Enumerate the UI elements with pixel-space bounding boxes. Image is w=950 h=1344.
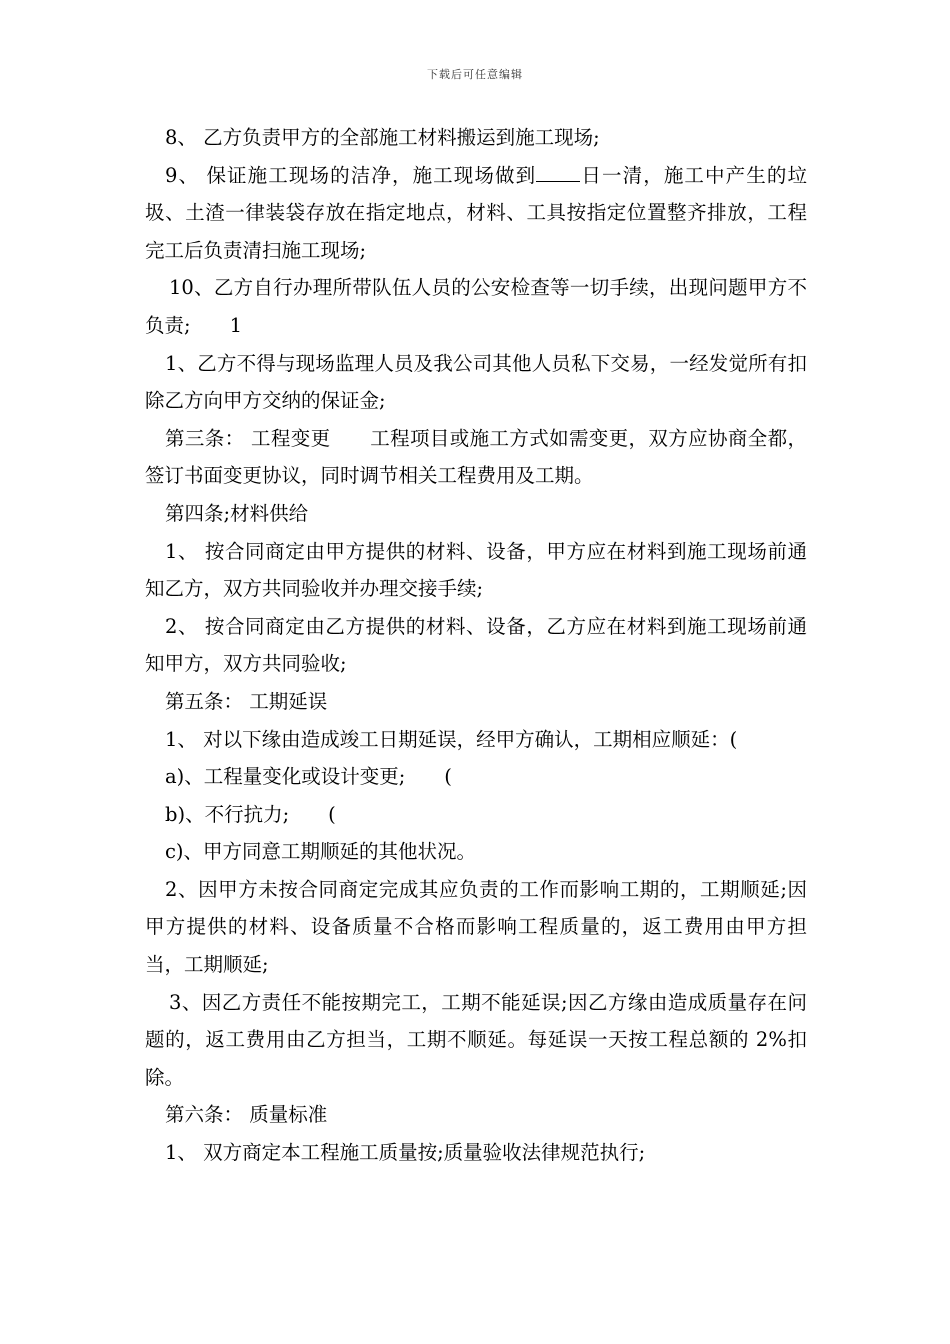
article-5-item-2: 2、因甲方未按合同商定完成其应负责的工作而影响工期的，工期顺延;因甲方提供的材料、设备质量不合格而影响工程质量的，返工费用由甲方担当，工期顺延; bbox=[145, 877, 807, 977]
clause-10: 10、乙方自行办理所带队伍人员的公安检查等一切手续，出现问题甲方不负责; 1 bbox=[145, 276, 807, 337]
document-body bbox=[145, 119, 807, 1172]
clause-9-text-start: 9、 保证施工现场的洁净，施工现场做到 bbox=[165, 163, 537, 187]
article-4-item-2: 2、 按合同商定由乙方提供的材料、设备，乙方应在材料到施工现场前通知甲方，双方共同验收; bbox=[145, 614, 807, 676]
article-4-item-1: 1、 按合同商定由甲方提供的材料、设备，甲方应在材料到施工现场前通知乙方，双方共同验收并办理交接手续; bbox=[145, 539, 807, 601]
article-5-item-a: a)、工程量变化或设计变更; ( bbox=[165, 765, 452, 789]
article-5-item-3: 3、因乙方责任不能按期完工，工期不能延误;因乙方缘由造成质量存在问题的，返工费用由乙方担当，工期不顺延。每延误一天按工程总额的 2%扣除。 bbox=[145, 990, 807, 1089]
article-5-item-b: b)、不行抗力; ( bbox=[165, 802, 336, 826]
article-3: 第三条： 工程变更 工程项目或施工方式如需变更，双方应协商全都，签订书面变更协议，同时调节相关工程费用及工期。 bbox=[145, 426, 807, 488]
article-5-item-1: 1、 对以下缘由造成竣工日期延误，经甲方确认，工期相应顺延：( bbox=[165, 727, 738, 751]
article-5-item-c: c)、甲方同意工期顺延的其他状况。 bbox=[165, 840, 477, 864]
clause-8: 8、 乙方负责甲方的全部施工材料搬运到施工现场; bbox=[165, 126, 600, 149]
clause-9-text-end: 日一清，施工中产生的垃圾、土渣一律装袋存放在指定地点，材料、工具按指定位置整齐排放，工程完工后负责清扫施工现场; bbox=[145, 163, 807, 262]
page-header: 下载后可任意编辑 bbox=[427, 68, 523, 81]
fill-in-blank bbox=[536, 163, 580, 182]
article-4-title: 第四条;材料供给 bbox=[165, 501, 309, 525]
article-6-item-1: 1、 双方商定本工程施工质量按;质量验收法律规范执行; bbox=[165, 1141, 646, 1165]
article-5-title: 第五条： 工期延误 bbox=[165, 689, 328, 713]
clause-11: 1、乙方不得与现场监理人员及我公司其他人员私下交易，一经发觉所有扣除乙方向甲方交纳的保证金; bbox=[145, 351, 807, 413]
clause-9 bbox=[145, 157, 807, 270]
article-6-title: 第六条： 质量标准 bbox=[165, 1103, 328, 1127]
